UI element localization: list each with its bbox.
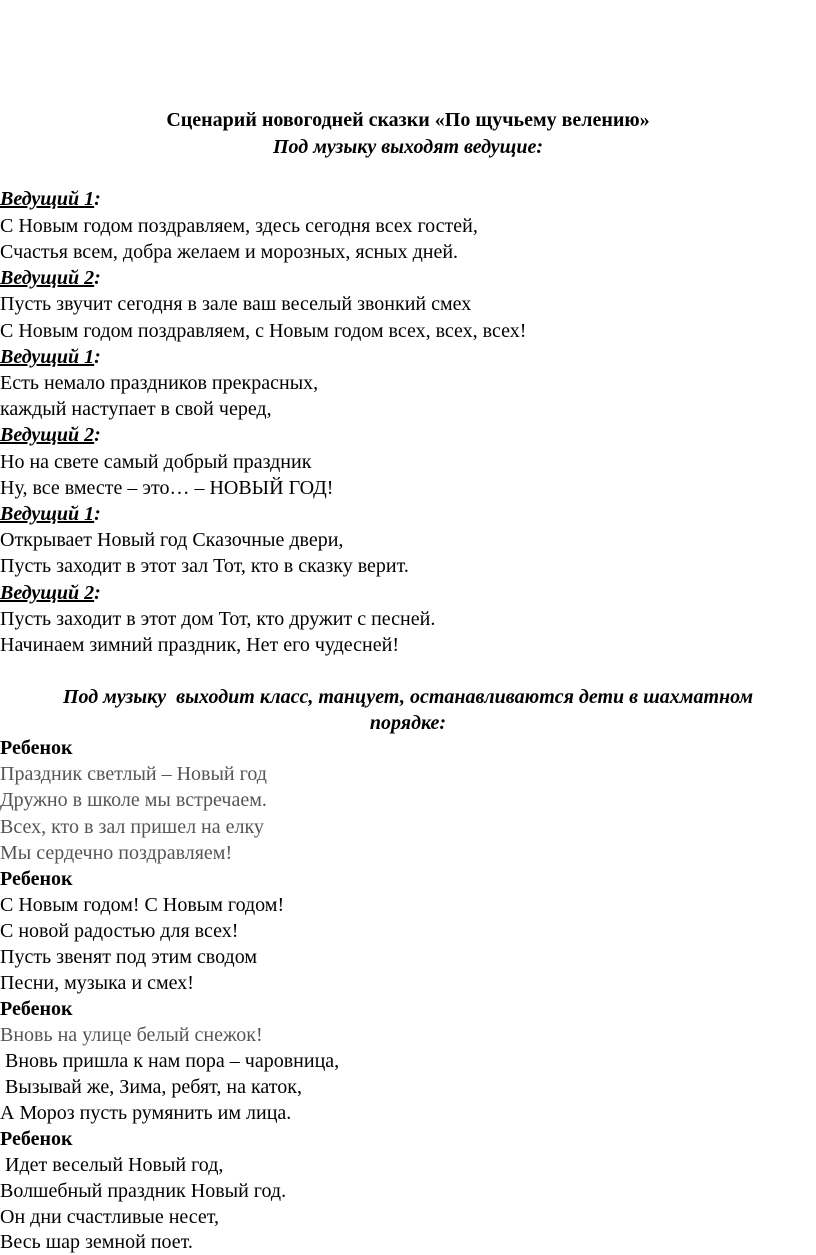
speaker-suffix: : bbox=[94, 503, 101, 525]
speaker-name: Ведущий 2 bbox=[0, 424, 95, 446]
dialogue-line: Есть немало праздников прекрасных, bbox=[0, 372, 319, 394]
speaker-suffix: : bbox=[94, 188, 101, 210]
poem-line: Дружно в школе мы встречаем. bbox=[0, 789, 267, 811]
speaker-name: Ведущий 2 bbox=[0, 267, 95, 289]
speaker-suffix: : bbox=[94, 424, 101, 446]
poem-line: Мы сердечно поздравляем! bbox=[0, 842, 233, 864]
dialogue-line: Пусть заходит в этот зал Тот, кто в сказку верит. bbox=[0, 555, 409, 577]
speaker-name: Ведущий 1 bbox=[0, 188, 95, 210]
speaker-label bbox=[0, 265, 101, 291]
stage-direction-line: порядке: bbox=[369, 712, 447, 734]
speaker-name: Ведущий 2 bbox=[0, 582, 95, 604]
poem-line: Вызывай же, Зима, ребят, на каток, bbox=[0, 1076, 302, 1098]
poem-line: Идет веселый Новый год, bbox=[0, 1154, 224, 1176]
poem-line: Праздник светлый – Новый год bbox=[0, 763, 267, 785]
dialogue-line: С Новым годом поздравляем, с Новым годом всех, всех, всех! bbox=[0, 320, 527, 342]
poem-line: С новой радостью для всех! bbox=[0, 920, 239, 942]
poem-line: Пусть звенят под этим сводом bbox=[0, 946, 257, 968]
poem-line: Всех, кто в зал пришел на елку bbox=[0, 816, 264, 838]
dialogue-line: Открывает Новый год Сказочные двери, bbox=[0, 529, 344, 551]
poem-line: Волшебный праздник Новый год. bbox=[0, 1180, 287, 1202]
poem-line: Вновь пришла к нам пора – чаровница, bbox=[0, 1050, 340, 1072]
document-title: Сценарий новогодней сказки «По щучьему велению» bbox=[166, 109, 650, 131]
document-subtitle: Под музыку выходят ведущие: bbox=[273, 136, 543, 158]
speaker-label bbox=[0, 422, 101, 448]
child-speaker-label: Ребенок bbox=[0, 998, 73, 1020]
poem-line: Песни, музыка и смех! bbox=[0, 972, 194, 994]
dialogue-line: Но на свете самый добрый праздник bbox=[0, 451, 312, 473]
dialogue-line: С Новым годом поздравляем, здесь сегодня всех гостей, bbox=[0, 215, 478, 237]
poem-line: Он дни счастливые несет, bbox=[0, 1206, 220, 1228]
speaker-name: Ведущий 1 bbox=[0, 346, 95, 368]
dialogue-line: Пусть заходит в этот дом Тот, кто дружит с песней. bbox=[0, 608, 436, 630]
poem-line: Весь шар земной поет. bbox=[0, 1231, 193, 1253]
speaker-label bbox=[0, 186, 101, 212]
stage-direction-line: Под музыку выходит класс, танцует, останавливаются дети в шахматном bbox=[62, 686, 754, 708]
speaker-label bbox=[0, 501, 101, 527]
speaker-suffix: : bbox=[94, 267, 101, 289]
poem-line: Вновь на улице белый снежок! bbox=[0, 1024, 263, 1046]
speaker-name: Ведущий 1 bbox=[0, 503, 95, 525]
dialogue-line: Ну, все вместе – это… – НОВЫЙ ГОД! bbox=[0, 477, 334, 499]
poem-line: С Новым годом! С Новым годом! bbox=[0, 894, 285, 916]
speaker-label bbox=[0, 580, 101, 606]
speaker-suffix: : bbox=[94, 346, 101, 368]
poem-line: А Мороз пусть румянить им лица. bbox=[0, 1102, 292, 1124]
speaker-suffix: : bbox=[94, 582, 101, 604]
dialogue-line: каждый наступает в свой черед, bbox=[0, 398, 272, 420]
dialogue-line: Пусть звучит сегодня в зале ваш веселый звонкий смех bbox=[0, 293, 472, 315]
child-speaker-label: Ребенок bbox=[0, 868, 73, 890]
child-speaker-label: Ребенок bbox=[0, 737, 73, 759]
speaker-label bbox=[0, 344, 101, 370]
dialogue-line: Счастья всем, добра желаем и морозных, ясных дней. bbox=[0, 241, 459, 263]
dialogue-line: Начинаем зимний праздник, Нет его чудесней! bbox=[0, 634, 399, 656]
child-speaker-label: Ребенок bbox=[0, 1128, 73, 1150]
